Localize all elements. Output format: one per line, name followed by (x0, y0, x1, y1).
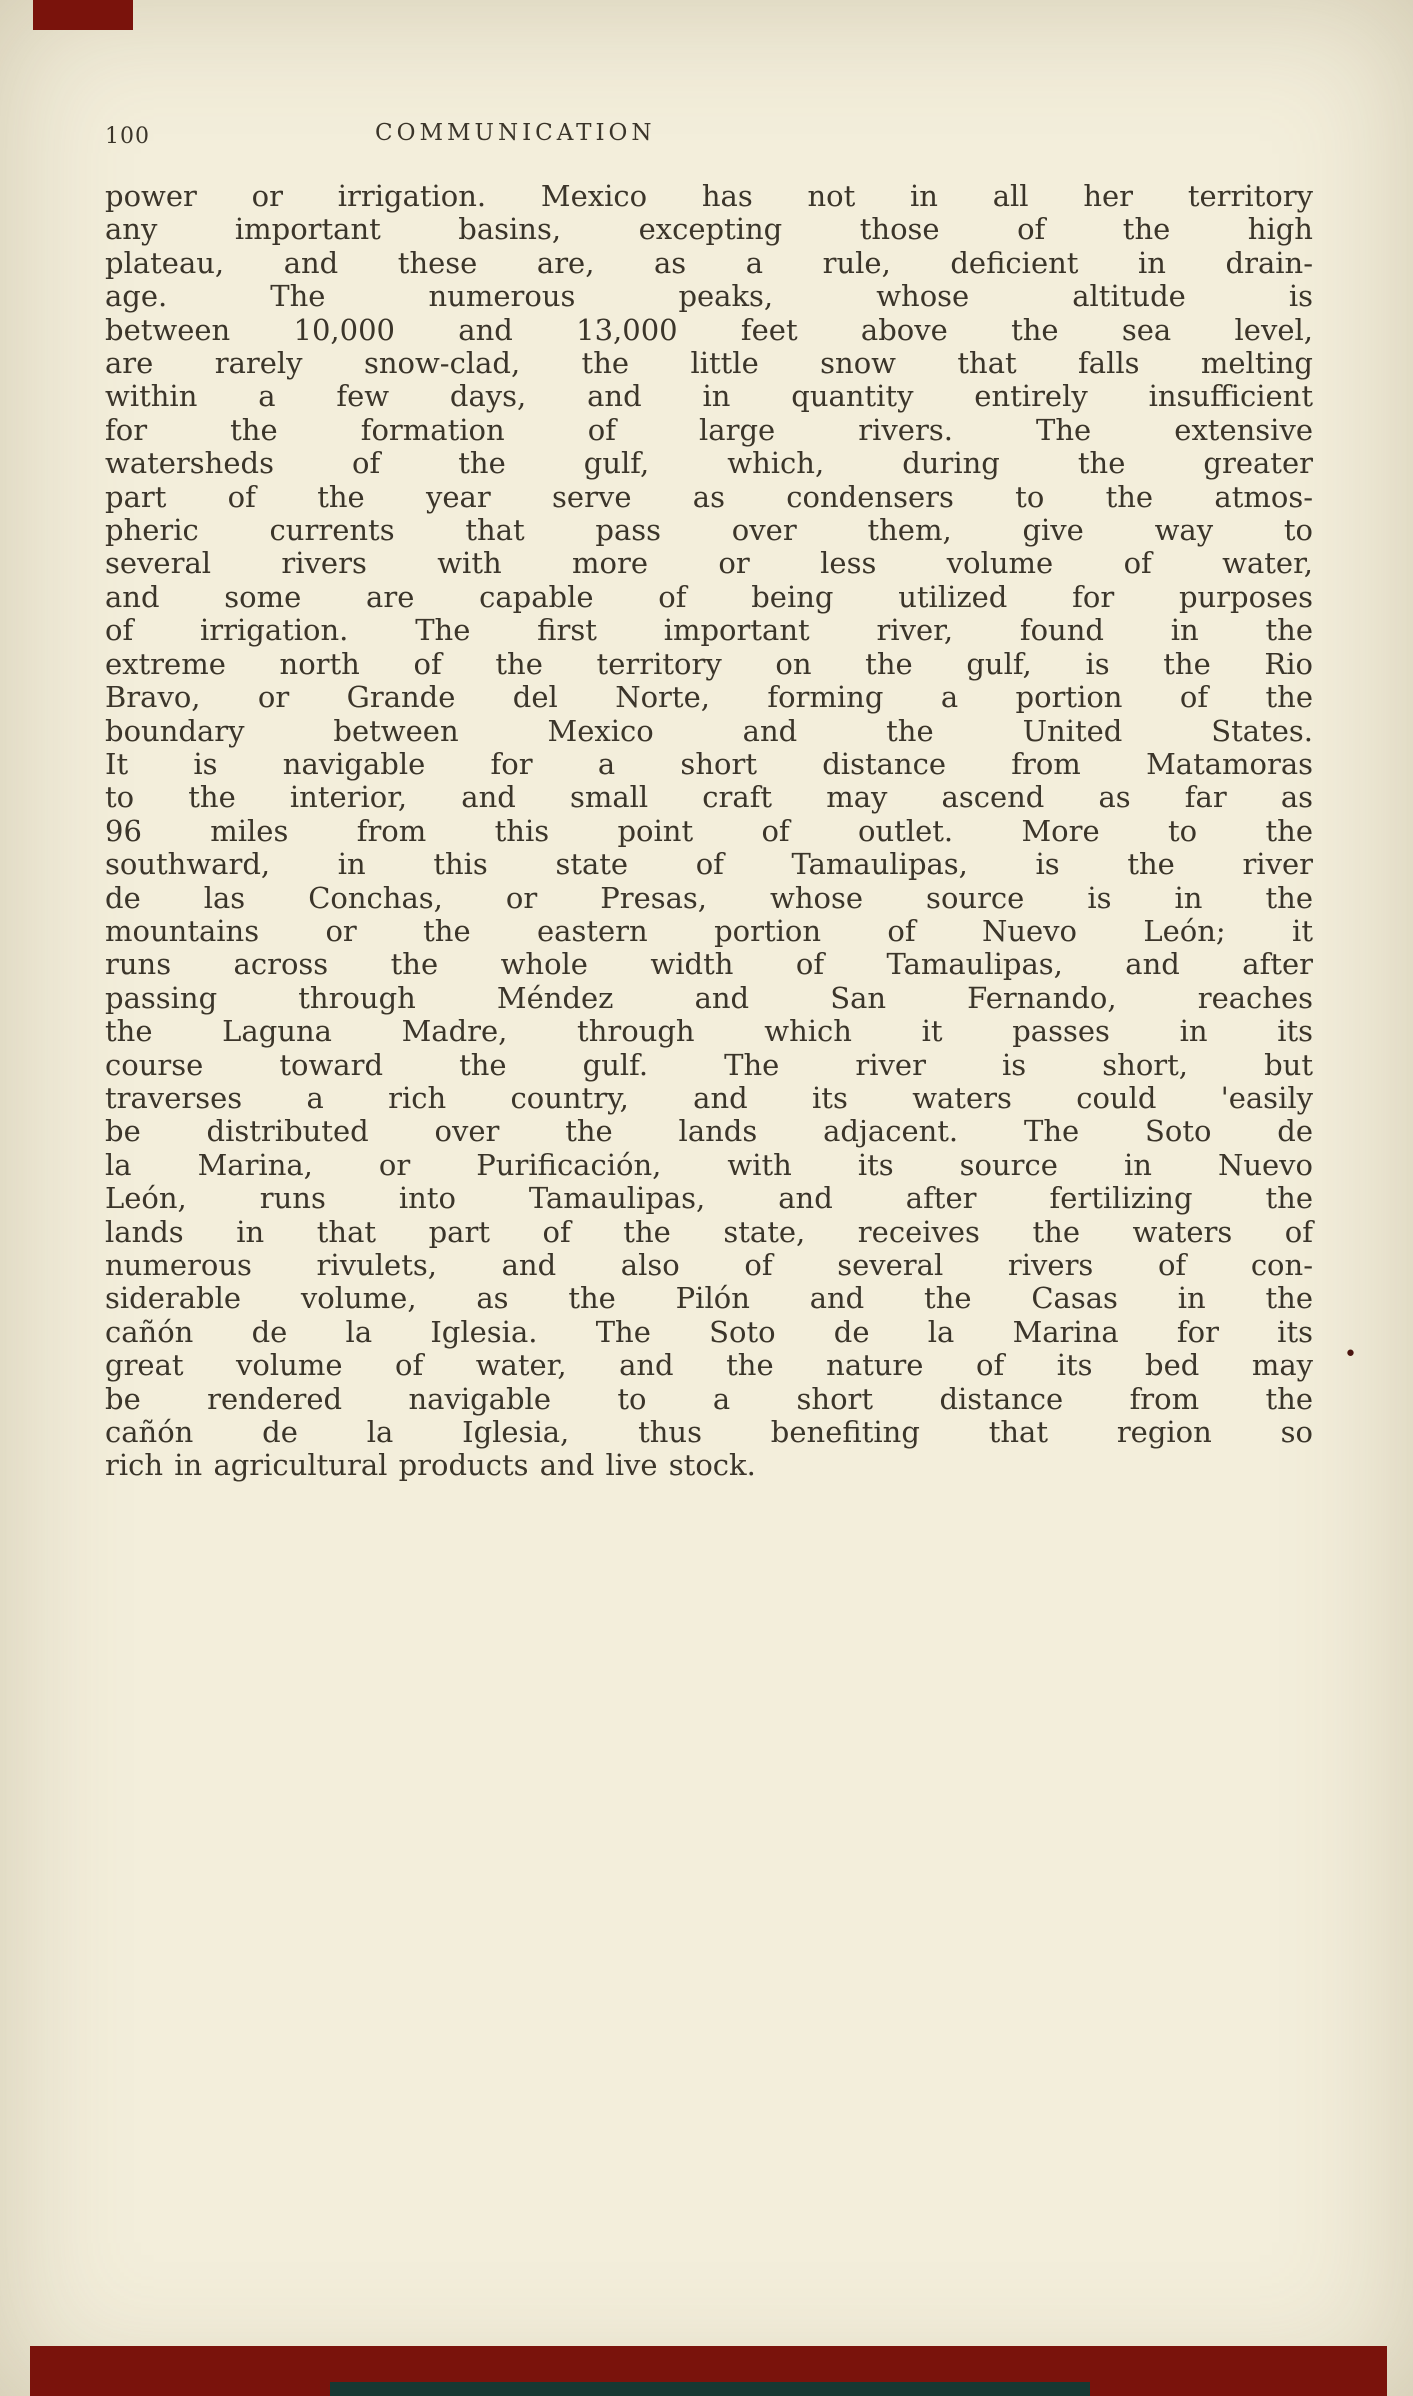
text-line: between 10,000 and 13,000 feet above the sea level, (105, 312, 1313, 347)
text-line: numerous rivulets, and also of several rivers of con- (105, 1248, 1313, 1282)
text-line: of irrigation. The first important river, found in the (105, 613, 1313, 648)
text-line: plateau, and these are, as a rule, deficient in drain- (105, 245, 1313, 280)
text-line: extreme north of the territory on the gulf, is the Rio (105, 646, 1313, 681)
text-line: and some are capable of being utilized for purposes (105, 579, 1313, 614)
page-body (105, 180, 1313, 1483)
text-line: part of the year serve as condensers to the atmos- (105, 479, 1313, 514)
running-head: COMMUNICATION (375, 120, 656, 146)
text-line: León, runs into Tamaulipas, and after fertilizing the (105, 1181, 1313, 1216)
text-line: rich in agricultural products and live stock. (105, 1448, 756, 1483)
margin-mark: • (1344, 1342, 1357, 1367)
text-line: to the interior, and small craft may ascend as far as (105, 780, 1313, 815)
text-line: passing through Méndez and San Fernando, reaches (105, 980, 1313, 1015)
text-line: cañón de la Iglesia. The Soto de la Marina for its (105, 1314, 1313, 1349)
text-line: siderable volume, as the Pilón and the Casas in the (105, 1281, 1313, 1316)
text-line: age. The numerous peaks, whose altitude is (105, 279, 1313, 314)
text-line: de las Conchas, or Presas, whose source is in the (105, 880, 1313, 915)
text-line: mountains or the eastern portion of Nuevo León; it (105, 913, 1313, 948)
text-line: boundary between Mexico and the United States. (105, 713, 1313, 748)
text-line: watersheds of the gulf, which, during the greater (105, 446, 1313, 481)
text-line: traverses a rich country, and its waters could 'easily (105, 1080, 1313, 1115)
scan-edge-accent (330, 2382, 1090, 2396)
text-line: several rivers with more or less volume of water, (105, 546, 1313, 581)
text-line: It is navigable for a short distance from Matamoras (105, 746, 1313, 781)
page-number: 100 (105, 124, 150, 149)
scan-edge-top (33, 0, 133, 30)
text-line: great volume of water, and the nature of its bed may (105, 1348, 1313, 1383)
text-line: course toward the gulf. The river is short, but (105, 1047, 1313, 1082)
text-line: within a few days, and in quantity entirely insufficient (105, 379, 1313, 414)
text-line: southward, in this state of Tamaulipas, is the river (105, 847, 1313, 882)
text-line: la Marina, or Purificación, with its source in Nuevo (105, 1147, 1313, 1182)
text-line: pheric currents that pass over them, give way to (105, 513, 1313, 548)
text-line: lands in that part of the state, receives the waters of (105, 1214, 1313, 1249)
page-header (105, 120, 1313, 154)
scan-edge-bottom (30, 2346, 1387, 2396)
text-line: 96 miles from this point of outlet. More to the (105, 813, 1313, 848)
text-line: cañón de la Iglesia, thus benefiting that region so (105, 1415, 1313, 1450)
text-line: be distributed over the lands adjacent. The Soto de (105, 1114, 1313, 1149)
text-line: for the formation of large rivers. The extensive (105, 412, 1313, 447)
text-line: power or irrigation. Mexico has not in all her territory (105, 179, 1313, 213)
text-line: are rarely snow-clad, the little snow that falls melting (105, 346, 1313, 381)
text-line: any important basins, excepting those of the high (105, 212, 1313, 247)
text-line: runs across the whole width of Tamaulipas, and after (105, 947, 1313, 982)
text-line: Bravo, or Grande del Norte, forming a portion of the (105, 680, 1313, 715)
text-line: the Laguna Madre, through which it passes in its (105, 1014, 1313, 1049)
text-line: be rendered navigable to a short distance from the (105, 1381, 1313, 1416)
